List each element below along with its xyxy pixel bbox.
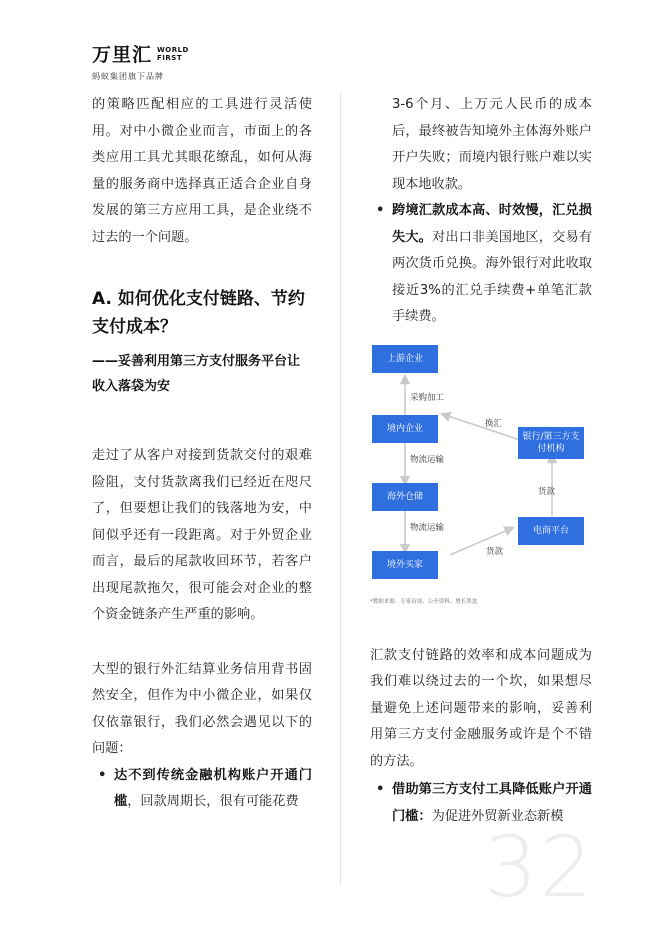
logo-subtitle: 蚂蚁集团旗下品牌 xyxy=(92,72,164,81)
left-column xyxy=(92,92,312,816)
paragraph-continued: 3-6个月、上万元人民币的成本后，最终被告知境外主体海外账户开户失败；而境内银行账户难以实现本地收款。 xyxy=(392,97,592,192)
arrow-exchange xyxy=(445,415,520,440)
label-logistics-2: 物流运输 xyxy=(410,522,445,533)
logo-chinese: 万里汇 xyxy=(92,44,153,66)
label-payment-1: 货款 xyxy=(538,486,556,497)
paragraph: 走过了从客户对接到货款交付的艰难险阻，支付货款离我们已经近在咫尺了，但要想让我们的钱落地为安，中间似乎还有一段距离。对于外贸企业而言，最后的尾款收回环节，若客户出现尾款拖欠，很可能会对企业的整个资金链条产生严重的影响。 xyxy=(92,448,312,622)
label-logistics-1: 物流运输 xyxy=(410,454,445,465)
data-source-note: *数据来源：专家访谈、公开资料、增长黑盒 xyxy=(370,598,478,605)
bullet-text: 对出口非美国地区，交易有两次货币兑换。海外银行对此收取接近3%的汇兑手续费+单笔汇款手续费。 xyxy=(392,229,592,324)
paragraph: 汇款支付链路的效率和成本问题成为我们难以绕过去的一个坎，如果想尽量避免上述问题带来的影响，妥善利用第三方支付金融服务或许是个不错的方法。 xyxy=(370,647,592,769)
payment-flow-diagram xyxy=(370,345,592,595)
section-subheading: ——妥善利用第三方支付服务平台让收入落袋为安 xyxy=(92,354,301,394)
node-domestic: 境内企业 xyxy=(372,415,438,443)
bullet-bold: 借助第三方支付工具降低账户开通门槛： xyxy=(392,782,592,824)
label-purchase: 采购加工 xyxy=(410,392,445,403)
label-payment-2: 货款 xyxy=(486,546,504,557)
node-upstream: 上游企业 xyxy=(372,345,438,373)
node-bank: 银行/第三方支付机构 xyxy=(518,427,584,459)
bullet-bold: 达不到传统金融机构账户开通门槛 xyxy=(114,767,312,809)
node-ecommerce: 电商平台 xyxy=(518,517,584,545)
page-number: 32 xyxy=(484,818,595,916)
node-warehouse: 海外仓储 xyxy=(372,483,438,511)
logo-english: WORLD FIRST xyxy=(157,45,189,62)
bullet-item xyxy=(92,763,312,816)
bullet-bold: 跨境汇款成本高、时效慢，汇兑损失大。 xyxy=(392,203,592,245)
bullet-item xyxy=(370,198,592,331)
bullet-text: 为促进外贸新业态新模 xyxy=(431,808,564,824)
column-divider xyxy=(340,92,341,885)
bullet-text: ，回款周期长，很有可能花费 xyxy=(127,794,299,809)
section-heading: A. 如何优化支付链路、节约支付成本？ xyxy=(92,289,305,337)
paragraph: 的策略匹配相应的工具进行灵活使用。对中小微企业而言，市面上的各类应用工具尤其眼花缭乱，如何从海量的服务商中选择真正适合企业自身发展的第三方应用工具，是企业绕不过去的一个问题。 xyxy=(92,97,312,245)
brand-logo xyxy=(92,40,189,82)
label-exchange: 换汇 xyxy=(485,418,503,429)
paragraph: 大型的银行外汇结算业务信用背书固然安全，但作为中小微企业，如果仅仅依靠银行，我们必然会遇见以下的问题： xyxy=(92,661,312,756)
node-buyer: 境外买家 xyxy=(372,551,438,579)
right-column xyxy=(370,92,592,830)
